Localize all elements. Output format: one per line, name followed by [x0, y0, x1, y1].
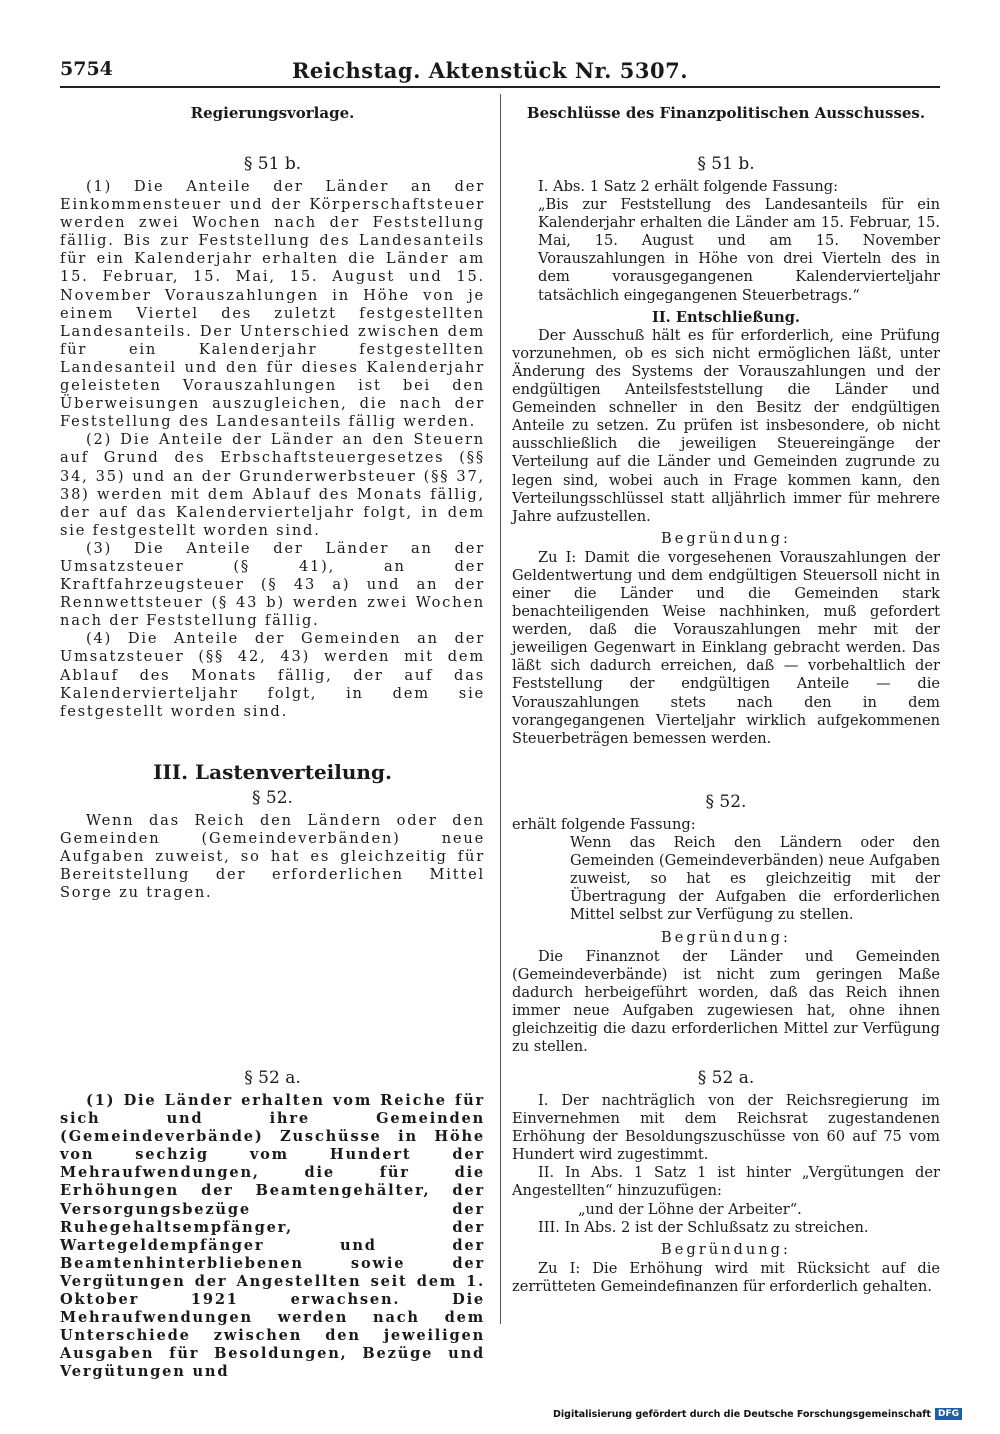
column-divider [500, 94, 501, 1324]
section-heading: § 52 a. [244, 1068, 301, 1088]
paragraph: I. Abs. 1 Satz 2 erhält folgende Fassung: [538, 178, 839, 195]
footer-text: Digitalisierung gefördert durch die Deutsche Forschungsgemeinschaft [553, 1408, 931, 1420]
section-heading: § 51 b. [243, 154, 302, 174]
paragraph: Zu I: Damit die vorgesehenen Vorauszahlungen der Geldentwertung und dem endgültigen Steuersoll nicht in einer die Länder und die Gemeinden stark benachteiligenden Weise nachhinken, muß gefordert werden, daß die Vorauszahlungen mehr mit der jeweiligen Gegenwart in Einklang gebracht werden. Das läßt sich dadurch erreichen, daß — vorbehaltlich der Feststellung der endgültigen Anteile — die Vorauszahlungen stets nach den in dem vorangegangenen Vierteljahr wirklich aufgekommenen Steuerbeträgen bemessen werden. [512, 548, 940, 747]
paragraph: (4) Die Anteile der Gemeinden an der Umsatzsteuer (§§ 42, 43) werden mit dem Ablauf des Monats fällig, der auf das Kalendervierteljahr folgt, in dem sie festgestellt worden sind. [60, 630, 485, 720]
left-section-52a [60, 1068, 485, 1382]
dfg-logo: DFG [935, 1408, 962, 1420]
paragraph: Die Finanznot der Länder und Gemeinden (Gemeindeverbände) ist nicht zum geringen Maße dadurch herbeigeführt worden, daß das Reich ihnen immer neue Aufgaben zugewiesen hat, ohne ihnen gleichzeitig die dazu erforderlichen Mittel zur Verfügung zu stellen. [512, 947, 940, 1056]
left-section-52 [60, 760, 485, 902]
begruendung-label: Begründung: [661, 928, 791, 946]
left-section-51b [60, 154, 485, 721]
section-heading: § 52. [705, 792, 747, 812]
left-column [60, 96, 485, 1381]
begruendung-label: Begründung: [661, 529, 791, 547]
part-heading: III. Lastenverteilung. [153, 760, 392, 784]
digitization-footer [553, 1408, 962, 1420]
right-section-52a [512, 1068, 940, 1296]
right-column-heading: Beschlüsse des Finanzpolitischen Ausschusses. [526, 104, 926, 122]
quote-paragraph: „und der Löhne der Arbeiter“. [578, 1200, 802, 1218]
paragraph: (1) Die Länder erhalten vom Reiche für sich und ihre Gemeinden (Gemeindeverbände) Zuschüsse in Höhe von sechzig vom Hundert der Mehraufwendungen, die für die Erhöhungen der Beamtengehälter, der Versorgungsbezüge der Ruhegehaltsempfänger, der Wartegeldempfänger und der Beamtenhinterbliebenen sowie der Vergütungen der Angestellten seit dem 1. Oktober 1921 erwachsen. Die Mehraufwendungen werden nach dem Unterschiede zwischen den jeweiligen Ausgaben für Besoldungen, Bezüge und Vergütungen und [60, 1092, 485, 1381]
paragraph: (3) Die Anteile der Länder an der Umsatzsteuer (§ 41), an der Kraftfahrzeugsteuer (§ 43 a) und an der Rennwettsteuer (§ 43 b) werden zwei Wochen nach der Feststellung fällig. [60, 539, 485, 630]
quote-paragraph: Wenn das Reich den Ländern oder den Gemeinden (Gemeindeverbänden) neue Aufgaben zuweist, so hat es gleichzeitig mit der Übertragung der Aufgaben die erforderlichen Mittel selbst zur Verfügung zu stellen. [570, 834, 940, 924]
section-heading: § 52 a. [697, 1068, 755, 1088]
left-column-heading: Regierungsvorlage. [190, 104, 355, 122]
page-header [60, 58, 920, 86]
section-heading: § 52. [252, 788, 293, 808]
header-rule [60, 86, 940, 88]
section-heading: § 51 b. [697, 154, 755, 174]
subheading: II. Entschließung. [652, 308, 800, 326]
right-section-51b [512, 154, 940, 748]
quote-paragraph: „Bis zur Feststellung des Landesanteils für ein Kalenderjahr erhalten die Länder am 15. Februar, 15. Mai, 15. August und am 15. November Vorauszahlungen in Höhe von drei Vierteln des in dem vorausgegangenen Kalendervierteljahr tatsächlich eingegangenen Steuerbetrags.“ [538, 196, 940, 304]
paragraph: Der Ausschuß hält es für erforderlich, eine Prüfung vorzunehmen, ob es sich nicht ermöglichen läßt, unter Änderung des Systems der Vorauszahlungen und der endgültigen Anteilsfeststellung die Länder und Gemeinden schneller in den Besitz der endgültigen Anteile zu setzen. Zu prüfen ist insbesondere, ob nicht ausschließlich die jeweiligen Steuereingänge der Verteilung auf die Länder und Gemeinden zugrunde zu legen sind, wobei auch in Frage kommen kann, den Verteilungsschlüssel statt alljährlich immer für mehrere Jahre aufzustellen. [512, 326, 940, 525]
paragraph: Zu I: Die Erhöhung wird mit Rücksicht auf die zerrütteten Gemeindefinanzen für erforderlich gehalten. [512, 1259, 940, 1295]
begruendung-label: Begründung: [661, 1240, 791, 1258]
paragraph: III. In Abs. 2 ist der Schlußsatz zu streichen. [538, 1218, 869, 1236]
paragraph: (2) Die Anteile der Länder an den Steuern auf Grund des Erbschaftsteuergesetzes (§§ 34, 35) und an der Grunderwerbsteuer (§§ 37, 38) werden mit dem Ablauf des Monats fällig, der auf das Kalendervierteljahr folgt, in dem sie festgestellt worden sind. [60, 431, 485, 539]
paragraph: erhält folgende Fassung: [512, 816, 696, 833]
right-section-52 [512, 792, 940, 1056]
page-number: 5754 [60, 58, 113, 80]
paragraph: II. In Abs. 1 Satz 1 ist hinter „Vergütungen der Angestellten“ hinzuzufügen: [512, 1164, 940, 1200]
paragraph: (1) Die Anteile der Länder an der Einkommensteuer und der Körperschaftsteuer werden zwei Wochen nach der Feststellung fällig. Bis zur Feststellung des Landesanteils für ein Kalenderjahr erhalten die Länder am 15. Februar, 15. Mai, 15. August und 15. November Vorauszahlungen in Höhe von je einem Viertel des zuletzt festgestellten Landesanteils. Der Unterschied zwischen dem für ein Kalenderjahr festgestellten Landesanteil und den für dieses Kalenderjahr geleisteten Vorauszahlungen ist bei den Überweisungen auszugleichen, die nach der Feststellung des Landesanteils fällig werden. [60, 178, 485, 431]
paragraph: Wenn das Reich den Ländern oder den Gemeinden (Gemeindeverbänden) neue Aufgaben zuweist, so hat es gleichzeitig für Bereitstellung der erforderlichen Mittel Sorge zu tragen. [60, 812, 485, 902]
right-column [512, 96, 940, 1336]
paragraph: I. Der nachträglich von der Reichsregierung im Einvernehmen mit dem Reichsrat zugestandenen Erhöhung der Besoldungszuschüsse von 60 auf 75 vom Hundert wird zugestimmt. [512, 1092, 940, 1164]
page-title: Reichstag. Aktenstück Nr. 5307. [291, 58, 689, 83]
